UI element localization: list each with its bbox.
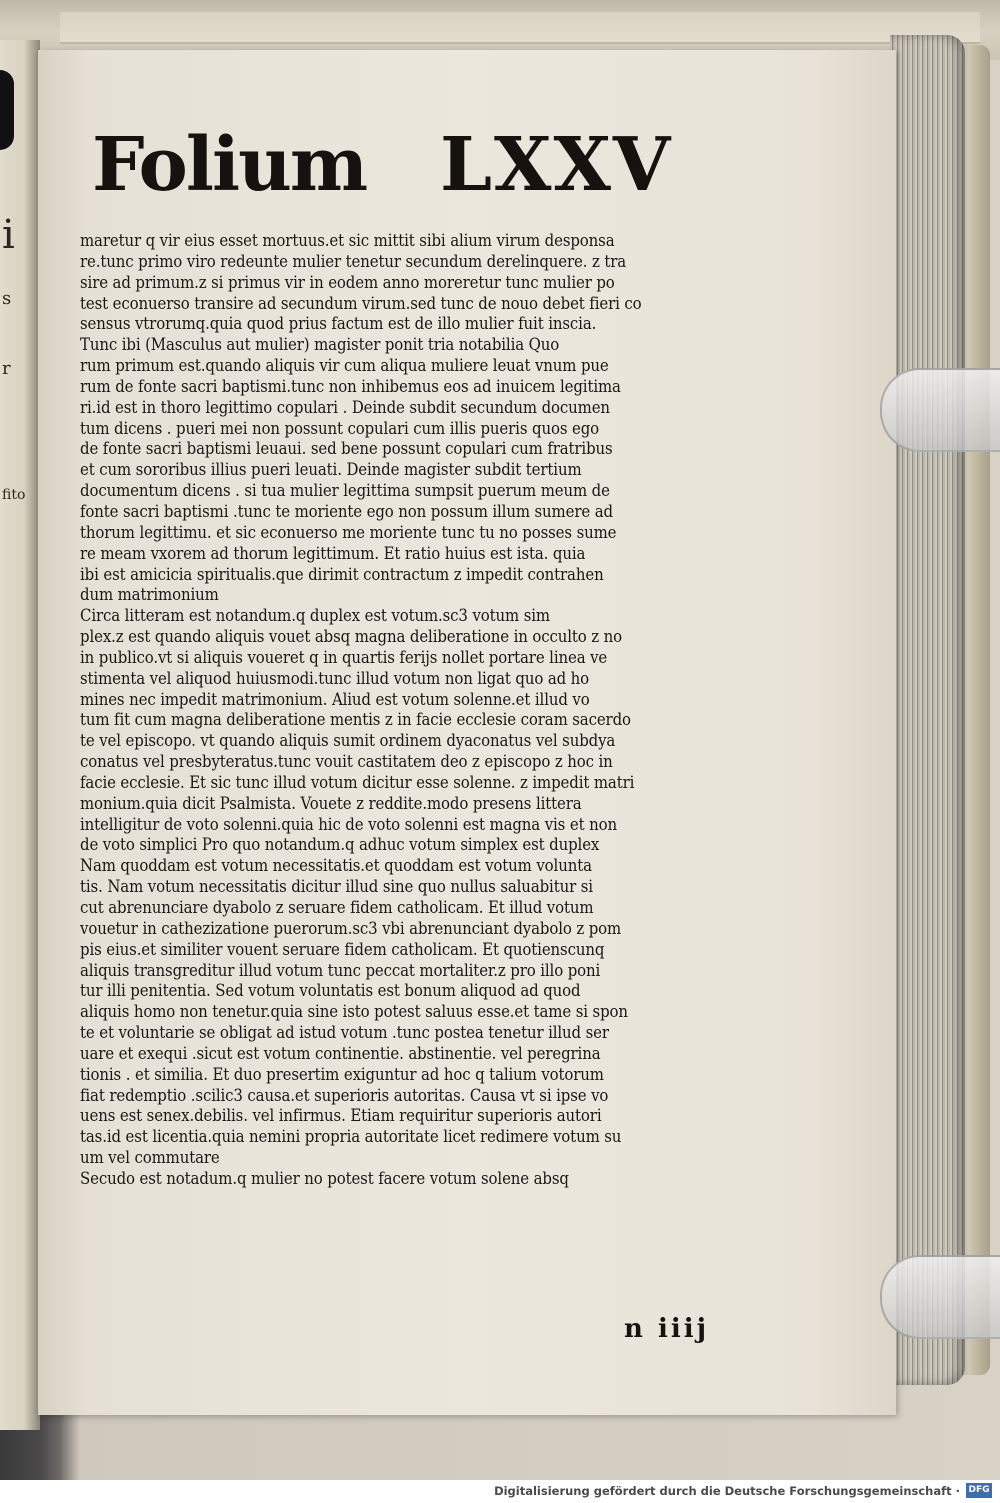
text-line: Secudo est notadum.q mulier no potest facere votum solene absq: [80, 1168, 569, 1189]
body-text: [80, 231, 661, 1190]
text-line: aliquis homo non tenetur.quia sine isto potest saluus esse.et tame si spon: [80, 1002, 628, 1023]
text-line: rum de fonte sacri baptismi.tunc non inhibemus eos ad inuicem legitima: [80, 376, 621, 397]
text-line: test econuerso transire ad secundum virum.sed tunc de nouo debet fieri co: [80, 293, 642, 314]
page-clip-lower: [880, 1255, 1000, 1339]
text-line: te et voluntarie se obligat ad istud votum .tunc postea tenetur illud ser: [80, 1023, 609, 1044]
text-line: vouetur in cathezizatione puerorum.sc3 vbi abrenunciant dyabolo z pom: [80, 918, 622, 939]
left-dark-tab: [0, 70, 14, 150]
signature-mark: n iiij: [624, 1314, 709, 1344]
folio-number: LXXV: [440, 122, 673, 208]
text-line: dum matrimonium: [80, 585, 219, 606]
text-line: ri.id est in thoro legittimo copulari . Deinde subdit secundum documen: [80, 397, 610, 418]
header-word: Folium: [92, 122, 367, 208]
text-line: tur illi penitentia. Sed votum voluntatis est bonum aliquod ad quod: [80, 981, 581, 1002]
footer-bar: [0, 1480, 1000, 1503]
page-clip-upper: [880, 368, 1000, 452]
text-line: tum fit cum magna deliberatione mentis z in facie ecclesie coram sacerdo: [80, 710, 631, 731]
text-line: Tunc ibi (Masculus aut mulier) magister ponit tria notabilia Quo: [80, 335, 560, 356]
text-line: de fonte sacri baptismi leuaui. sed bene possunt copulari cum fratribus: [80, 439, 613, 460]
text-line: tum dicens . pueri mei non possunt copulari cum illis pueris quos ego: [80, 418, 600, 439]
text-line: tas.id est licentia.quia nemini propria autoritate licet redimere votum su: [80, 1127, 622, 1148]
margin-fragment: fito: [2, 487, 26, 503]
text-line: intelligitur de voto solenni.quia hic de voto solenni est magna vis et non: [80, 814, 617, 835]
text-line: Circa litteram est notandum.q duplex est votum.sc3 votum sim: [80, 606, 550, 627]
text-line: uare et exequi .sicut est votum continentie. abstinentie. vel peregrina: [80, 1043, 601, 1064]
text-line: et cum sororibus illius pueri leuati. Deinde magister subdit tertium: [80, 460, 582, 481]
text-line: sensus vtrorumq.quia quod prius factum est de illo mulier fuit inscia.: [80, 314, 597, 335]
text-line: monium.quia dicit Psalmista. Vouete z reddite.modo presens littera: [80, 793, 582, 814]
top-page-strip: [60, 12, 980, 44]
footer-credit: Digitalisierung gefördert durch die Deutsche Forschungsgemeinschaft ·: [494, 1484, 960, 1498]
page-header: [92, 122, 673, 222]
text-line: uens est senex.debilis. vel infirmus. Etiam requiritur superioris autori: [80, 1106, 602, 1127]
margin-fragment: s: [2, 288, 12, 309]
page-block-edge: [890, 35, 965, 1385]
text-line: facie ecclesie. Et sic tunc illud votum dicitur esse solenne. z impedit matri: [80, 772, 635, 793]
text-line: re.tunc primo viro redeunte mulier tenetur secundum derelinquere. z tra: [80, 251, 627, 272]
text-line: fonte sacri baptismi .tunc te moriente ego non possum illum sumere ad: [80, 501, 613, 522]
text-line: tis. Nam votum necessitatis dicitur illud sine quo nullus saluabitur si: [80, 877, 593, 898]
text-line: documentum dicens . si tua mulier legittima sumpsit puerum meum de: [80, 481, 610, 502]
text-line: ibi est amicicia spiritualis.que dirimit contractum z impedit contrahen: [80, 564, 604, 585]
text-line: mines nec impedit matrimonium. Aliud est votum solenne.et illud vo: [80, 689, 590, 710]
margin-fragment: r: [2, 358, 11, 379]
text-line: conatus vel presbyteratus.tunc vouit castitatem deo z episcopo z hoc in: [80, 752, 613, 773]
dfg-logo-icon: DFG: [966, 1483, 992, 1498]
text-line: um vel commutare: [80, 1148, 220, 1169]
text-line: maretur q vir eius esset mortuus.et sic mittit sibi alium virum desponsa: [80, 231, 615, 251]
text-line: sire ad primum.z si primus vir in eodem anno moreretur tunc mulier po: [80, 272, 615, 293]
text-line: plex.z est quando aliquis vouet absq magna deliberatione in occulto z no: [80, 627, 623, 648]
text-line: de voto simplici Pro quo notandum.q adhuc votum simplex est duplex: [80, 835, 600, 856]
text-line: cut abrenunciare dyabolo z seruare fidem catholicam. Et illud votum: [80, 898, 594, 918]
text-line: te vel episcopo. vt quando aliquis sumit ordinem dyaconatus vel subdya: [80, 731, 616, 752]
text-line: Nam quoddam est votum necessitatis.et quoddam est votum volunta: [80, 856, 592, 877]
text-line: rum primum est.quando aliquis vir cum aliqua muliere leuat vnum pue: [80, 356, 609, 377]
text-line: pis eius.et similiter vouent seruare fidem catholicam. Et quotienscunq: [80, 939, 605, 960]
text-line: tionis . et similia. Et duo presertim exiguntur ad hoc q talium votorum: [80, 1064, 604, 1085]
text-line: re meam vxorem ad thorum legittimum. Et ratio huius est ista. quia: [80, 543, 586, 564]
margin-fragment: i: [2, 212, 15, 258]
text-line: aliquis transgreditur illud votum tunc peccat mortaliter.z pro illo poni: [80, 960, 601, 981]
text-line: stimenta vel aliquod huiusmodi.tunc illud votum non ligat quo ad ho: [80, 668, 590, 689]
text-line: thorum legittimu. et sic econuerso me moriente tunc tu no posses sume: [80, 522, 617, 543]
text-line: in publico.vt si aliquis voueret q in quartis ferijs nollet portare linea ve: [80, 647, 608, 668]
text-line: fiat redemptio .scilic3 causa.et superioris autoritas. Causa vt si ipse vo: [80, 1085, 609, 1106]
